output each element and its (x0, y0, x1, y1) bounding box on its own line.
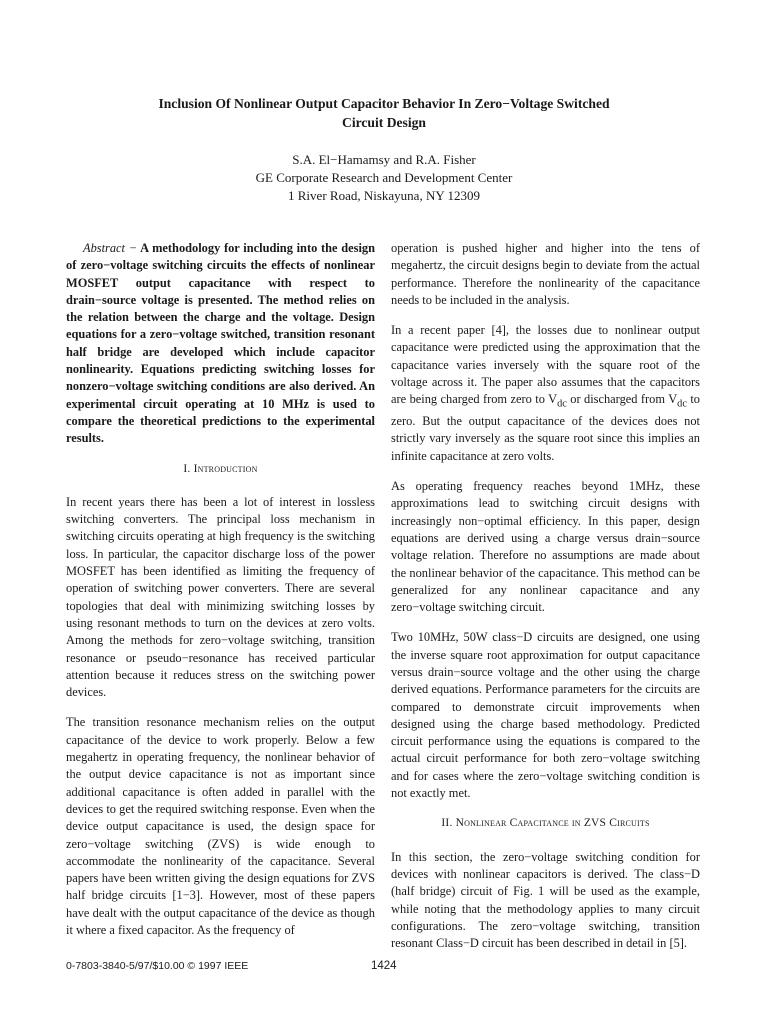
paragraph: In recent years there has been a lot of interest in lossless switching converters. The principal loss mechanism in switching circuits operating at high frequency is the switching loss. In particular, the capacitor discharge loss of the power MOSFET has been identified as limiting the frequency of operation of switching power converters. There are several topologies that deal with minimizing switching losses by using resonant methods to turn on the devices at zero volts. Among the methods for zero−voltage switching, transition resonance or pseudo−resonance has received particular attention because it reduces stress on the switching power devices. (66, 494, 375, 700)
address: 1 River Road, Niskayuna, NY 12309 (288, 188, 480, 203)
text-run: to zero. But the output capacitance of the devices does not strictly vary inversely as the square root since this implies an infinite capacitance at zero volts. (391, 392, 700, 463)
affiliation: GE Corporate Research and Development Center (255, 170, 513, 185)
section-heading-introduction: I. Introduction (183, 462, 258, 475)
paragraph: Two 10MHz, 50W class−D circuits are designed, one using the inverse square root approximation for output capacitance versus drain−source voltage and the other using the charge derived equations. Performance parameters for the circuits are compared to demonstrate circuit improvements when designed using the charge based methodology. Predicted circuit performance using the equations is compared to the actual circuit performance for both zero−voltage switching and for cases where the zero−voltage switching condition is not exactly met. (391, 630, 700, 801)
abstract (66, 240, 375, 448)
section-heading-nonlinear-capacitance: II. Nonlinear Capacitance in ZVS Circuits (441, 817, 650, 830)
right-column (391, 240, 700, 965)
title-line-1: Inclusion Of Nonlinear Output Capacitor Behavior In Zero−Voltage Switched (158, 96, 610, 111)
text-run: or discharged from V (566, 392, 678, 407)
paragraph: As operating frequency reaches beyond 1MHz, these approximations lead to switching circuit designs with increasingly non−optimal efficiency. In this paper, design equations are derived using a charge versus drain−source voltage relation. Therefore no assumptions are made about the nonlinear behavior of the capacitance. This method can be generalized for any nonlinear capacitance and any zero−voltage switching circuit. (391, 479, 700, 615)
title-line-2: Circuit Design (342, 115, 426, 130)
page-number: 1424 (371, 960, 397, 972)
paragraph-with-subscripts (391, 322, 700, 465)
abstract-label: Abstract − (83, 241, 138, 255)
copyright-line: 0-7803-3840-5/97/$10.00 © 1997 IEEE (66, 960, 249, 972)
text-run: In a recent paper [4], the losses due to nonlinear output capacitance were predicted using the approximation that the capacitance varies inversely with the square root of the voltage across it. The paper also assumes that the capacitors are being charged from zero to V (391, 323, 700, 407)
paragraph: operation is pushed higher and higher into the tens of megahertz, the circuit designs begin to deviate from the actual performance. Therefore the nonlinearity of the capacitance needs to be included in the analysis. (391, 241, 700, 307)
left-column (66, 240, 375, 952)
paper-title (70, 94, 698, 132)
subscript: dc (677, 398, 687, 410)
author-block (70, 151, 698, 205)
subscript: dc (557, 398, 567, 410)
paragraph: The transition resonance mechanism relies on the output capacitance of the device to work properly. Below a few megahertz in operating frequency, the nonlinear behavior of the output device capacitance is not as important since additional capacitance is often added in parallel with the devices to get the required switching response. Even when the device output capacitance is used, the design space for zero−voltage switching (ZVS) is wide enough to accommodate the nonlinearity of the capacitance. Several papers have been written giving the design equations for ZVS half bridge circuits [1−3]. However, most of these papers have dealt with the output capacitance of the device as though it where a fixed capacitor. As the frequency of (66, 715, 375, 937)
abstract-text: A methodology for including into the design of zero−voltage switching circuits the effects of nonlinear MOSFET output capacitance with respect to drain−source voltage is presented. The method relies on the relation between the charge and the voltage. Design equations for a zero−voltage switched, transition resonant half bridge are developed which include capacitor nonlinearity. Equations predicting switching losses for nonzero−voltage switching conditions are also derived. An experimental circuit operating at 10 MHz is used to compare the theoretical predictions to the experimental results. (66, 241, 375, 446)
paragraph: In this section, the zero−voltage switching condition for devices with nonlinear capacitors is derived. The class−D (half bridge) circuit of Fig. 1 will be used as the example, while noting that the methodology applies to many circuit configurations. The zero−voltage switching, transition resonant Class−D circuit has been described in detail in [5]. (391, 849, 700, 951)
author-names: S.A. El−Hamamsy and R.A. Fisher (292, 152, 476, 167)
